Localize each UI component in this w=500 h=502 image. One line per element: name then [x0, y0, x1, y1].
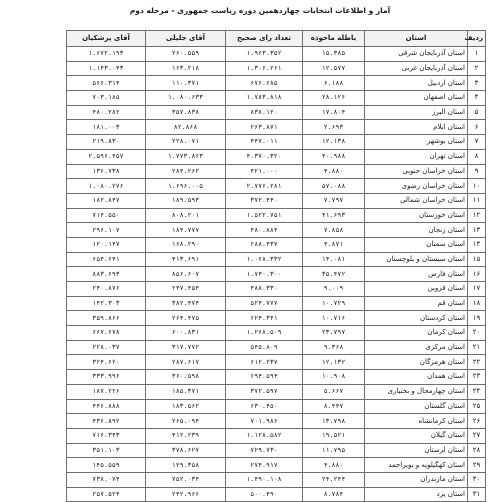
valid-votes: ۶۱۲.۲۳۷: [226, 355, 303, 370]
invalid-votes: ۵.۶۶۷: [303, 384, 365, 399]
valid-votes: ۳۷۲.۴۴۰: [226, 193, 303, 208]
table-row: [67, 164, 486, 179]
row-index: ۲۱: [468, 340, 486, 355]
jalili-votes: ۳۵۷.۸۳۸: [146, 105, 226, 120]
column-header-index: ردیف: [468, 31, 486, 47]
valid-votes: ۴.۳۷۰.۳۲۰: [226, 149, 303, 164]
row-index: ۱۱: [468, 193, 486, 208]
row-index: ۲: [468, 61, 486, 76]
invalid-votes: ۱۳.۷۹۸: [303, 414, 365, 429]
row-index: ۲۵: [468, 399, 486, 414]
row-index: ۲۶: [468, 414, 486, 429]
invalid-votes: ۱۰.۹۰۸: [303, 370, 365, 385]
invalid-votes: ۱۵.۳۸۵: [303, 47, 365, 62]
pezeshkian-votes: ۲۵۷.۵۲۴: [67, 487, 146, 502]
valid-votes: ۵۰۰.۴۹۰: [226, 487, 303, 502]
row-index: ۲۳: [468, 370, 486, 385]
pezeshkian-votes: ۷۱۴.۵۵۰: [67, 208, 146, 223]
jalili-votes: ۲۸۷.۶۱۷: [146, 355, 226, 370]
invalid-votes: ۲۴.۲۴۴: [303, 472, 365, 487]
province-name: استان ایلام: [365, 120, 468, 135]
jalili-votes: ۱۶۸.۲۹۰: [146, 237, 226, 252]
jalili-votes: ۱۲۹.۳۵۸: [146, 458, 226, 473]
pezeshkian-votes: ۸۸۳.۶۹۳: [67, 267, 146, 282]
row-index: ۲۸: [468, 443, 486, 458]
row-index: ۶: [468, 120, 486, 135]
jalili-votes: ۲۴۷.۴۵۴: [146, 282, 226, 297]
table-row: [67, 458, 486, 473]
row-index: ۲۲: [468, 355, 486, 370]
table-row: [67, 208, 486, 223]
table-row: [67, 340, 486, 355]
valid-votes: ۴۴۷.۰۱۱: [226, 135, 303, 150]
pezeshkian-votes: ۴۳۶.۸۹۲: [67, 414, 146, 429]
pezeshkian-votes: ۲.۵۹۶.۴۵۷: [67, 149, 146, 164]
pezeshkian-votes: ۲۹۶.۱۰۷: [67, 223, 146, 238]
province-name: استان تهران: [365, 149, 468, 164]
row-index: ۲۴: [468, 384, 486, 399]
province-name: استان آذربایجان غربی: [365, 61, 468, 76]
province-name: استان گلستان: [365, 399, 468, 414]
province-name: استان لرستان: [365, 443, 468, 458]
table-row: [67, 326, 486, 341]
jalili-votes: ۲۶۰.۵۵۹: [146, 47, 226, 62]
table-row: [67, 355, 486, 370]
table-row: [67, 311, 486, 326]
invalid-votes: ۱۴.۰۸۱: [303, 252, 365, 267]
table-row: [67, 135, 486, 150]
valid-votes: ۱.۱۲۸.۵۸۲: [226, 428, 303, 443]
province-name: استان زنجان: [365, 223, 468, 238]
pezeshkian-votes: ۱۴۵.۵۵۹: [67, 458, 146, 473]
results-table: [66, 30, 486, 502]
table-row: [67, 76, 486, 91]
table-row: [67, 296, 486, 311]
table-row: [67, 384, 486, 399]
table-row: [67, 399, 486, 414]
jalili-votes: ۱.۷۷۳.۸۶۳: [146, 149, 226, 164]
valid-votes: ۸۳۸.۱۲۰: [226, 105, 303, 120]
table-row: [67, 91, 486, 106]
valid-votes: ۱.۲۶۸.۵۰۹: [226, 326, 303, 341]
jalili-votes: ۲۴۲.۹۶۶: [146, 487, 226, 502]
pezeshkian-votes: ۳۵۹.۸۶۶: [67, 311, 146, 326]
table-row: [67, 370, 486, 385]
row-index: ۱۸: [468, 296, 486, 311]
invalid-votes: ۱۲.۵۷۷: [303, 61, 365, 76]
column-header-province: استان: [365, 31, 468, 47]
column-header-invalid-votes: باطله ماخوذه: [303, 31, 365, 47]
invalid-votes: ۱۰.۷۲۹: [303, 296, 365, 311]
jalili-votes: ۸۵۶.۶۰۷: [146, 267, 226, 282]
province-name: استان کردستان: [365, 311, 468, 326]
pezeshkian-votes: ۱۸۷.۲۲۶: [67, 384, 146, 399]
row-index: ۱۵: [468, 252, 486, 267]
valid-votes: ۳۷۲.۵۹۷: [226, 384, 303, 399]
jalili-votes: ۲۶۴.۴۷۵: [146, 311, 226, 326]
province-name: استان البرز: [365, 105, 468, 120]
invalid-votes: ۱۰.۷۱۶: [303, 311, 365, 326]
table-row: [67, 267, 486, 282]
pezeshkian-votes: ۷۱۶.۳۴۳: [67, 428, 146, 443]
table-row: [67, 105, 486, 120]
pezeshkian-votes: ۳۵۱.۱۰۳: [67, 443, 146, 458]
invalid-votes: ۲۳.۷۹۷: [303, 326, 365, 341]
jalili-votes: ۱۸۳.۵۶۲: [146, 399, 226, 414]
province-name: استان قم: [365, 296, 468, 311]
province-name: استان اردبیل: [365, 76, 468, 91]
pezeshkian-votes: ۵۶۶.۳۱۴: [67, 76, 146, 91]
pezeshkian-votes: ۱.۰۸۰.۲۷۶: [67, 179, 146, 194]
valid-votes: ۷۲۹.۷۳۰: [226, 443, 303, 458]
jalili-votes: ۴۱۲.۲۳۹: [146, 428, 226, 443]
jalili-votes: ۳۷۸.۶۲۷: [146, 443, 226, 458]
valid-votes: ۲۷۴.۹۱۷: [226, 458, 303, 473]
invalid-votes: ۹.۰۰۹: [303, 282, 365, 297]
pezeshkian-votes: ۳۳۳.۹۹۶: [67, 370, 146, 385]
pezeshkian-votes: ۱.۶۷۲.۱۹۳: [67, 47, 146, 62]
province-name: استان بوشهر: [365, 135, 468, 150]
table-row: [67, 149, 486, 164]
pezeshkian-votes: ۲۲۸.۰۳۷: [67, 340, 146, 355]
jalili-votes: ۱۱۰.۳۷۱: [146, 76, 226, 91]
invalid-votes: ۱۲.۱۳۲: [303, 355, 365, 370]
table-row: [67, 472, 486, 487]
row-index: ۲۷: [468, 428, 486, 443]
jalili-votes: ۷۵۲.۰۳۴: [146, 472, 226, 487]
jalili-votes: ۶۰۰.۸۳۱: [146, 326, 226, 341]
valid-votes: ۴۸۰.۸۸۴: [226, 223, 303, 238]
jalili-votes: ۲۲۸.۰۷۱: [146, 135, 226, 150]
table-row: [67, 179, 486, 194]
jalili-votes: ۳۱۷.۷۷۲: [146, 340, 226, 355]
province-name: استان مازندران: [365, 472, 468, 487]
pezeshkian-votes: ۳۲۴.۶۲۰: [67, 355, 146, 370]
row-index: ۷: [468, 135, 486, 150]
table-row: [67, 443, 486, 458]
jalili-votes: ۱۶۳.۲۱۸: [146, 61, 226, 76]
pezeshkian-votes: ۲۱۹.۸۳۰: [67, 135, 146, 150]
invalid-votes: ۶.۱۸۸: [303, 76, 365, 91]
valid-votes: ۶۳۰.۴۵۰: [226, 399, 303, 414]
invalid-votes: ۱۱.۷۹۵: [303, 443, 365, 458]
table-row: [67, 61, 486, 76]
column-header-valid-votes: تعداد رای صحیح: [226, 31, 303, 47]
row-index: ۱۳: [468, 223, 486, 238]
row-index: ۳: [468, 76, 486, 91]
invalid-votes: ۱۲.۱۳۸: [303, 135, 365, 150]
pezeshkian-votes: ۴۴۶.۸۸۸: [67, 399, 146, 414]
pezeshkian-votes: ۱۲۰.۱۴۷: [67, 237, 146, 252]
table-row: [67, 414, 486, 429]
province-name: استان کرمانشاه: [365, 414, 468, 429]
valid-votes: ۱.۳۰۶.۲۶۱: [226, 61, 303, 76]
table-row: [67, 282, 486, 297]
pezeshkian-votes: ۱۸۲.۸۴۷: [67, 193, 146, 208]
table-row: [67, 120, 486, 135]
invalid-votes: ۴.۸۸۰: [303, 458, 365, 473]
province-name: استان خراسان رضوی: [365, 179, 468, 194]
invalid-votes: ۱۹.۵۲۱: [303, 428, 365, 443]
pezeshkian-votes: ۷۳۸.۰۷۴: [67, 472, 146, 487]
valid-votes: ۶۲۴.۳۴۱: [226, 311, 303, 326]
table-row: [67, 428, 486, 443]
province-name: استان همدان: [365, 370, 468, 385]
invalid-votes: ۵۷.۰۸۸: [303, 179, 365, 194]
pezeshkian-votes: ۲۴۰.۸۷۶: [67, 282, 146, 297]
pezeshkian-votes: ۱۳۶.۷۳۸: [67, 164, 146, 179]
valid-votes: ۴۲۱.۰۰۰: [226, 164, 303, 179]
province-name: استان چهارمحال و بختیاری: [365, 384, 468, 399]
valid-votes: ۱.۵۲۲.۷۵۱: [226, 208, 303, 223]
row-index: ۳۰: [468, 472, 486, 487]
valid-votes: ۲.۷۷۶.۲۸۱: [226, 179, 303, 194]
valid-votes: ۱.۴۹۰.۱۰۸: [226, 472, 303, 487]
valid-votes: ۵۲۴.۷۷۷: [226, 296, 303, 311]
province-name: استان خراسان شمالی: [365, 193, 468, 208]
province-name: استان هرمزگان: [365, 355, 468, 370]
invalid-votes: ۴۱.۶۹۳: [303, 208, 365, 223]
jalili-votes: ۱.۰۸۰.۶۳۳: [146, 91, 226, 106]
valid-votes: ۱.۹۶۳.۳۵۲: [226, 47, 303, 62]
column-header-pezeshkian: آقای پزشکیان: [67, 31, 146, 47]
column-header-jalili: آقای جلیلی: [146, 31, 226, 47]
valid-votes: ۶۷۶.۶۸۵: [226, 76, 303, 91]
province-name: استان کهگیلویه و بویراحمد: [365, 458, 468, 473]
row-index: ۲۹: [468, 458, 486, 473]
valid-votes: ۵۴۵.۸۰۹: [226, 340, 303, 355]
invalid-votes: ۱۷.۸۰۴: [303, 105, 365, 120]
row-index: ۱: [468, 47, 486, 62]
row-index: ۱۰: [468, 179, 486, 194]
province-name: استان آذربایجان شرقی: [365, 47, 468, 62]
invalid-votes: ۴.۸۷۱: [303, 237, 365, 252]
province-name: استان خوزستان: [365, 208, 468, 223]
pezeshkian-votes: ۱۸۱.۰۰۳: [67, 120, 146, 135]
pezeshkian-votes: ۱۴۲.۳۰۳: [67, 296, 146, 311]
table-body: [67, 47, 486, 502]
pezeshkian-votes: ۱.۱۴۳.۰۴۳: [67, 61, 146, 76]
invalid-votes: ۹.۳۶۸: [303, 340, 365, 355]
valid-votes: ۱.۷۴۰.۳۰۰: [226, 267, 303, 282]
row-index: ۱۲: [468, 208, 486, 223]
row-index: ۳۱: [468, 487, 486, 502]
jalili-votes: ۱۸۴.۷۷۷: [146, 223, 226, 238]
province-name: استان اصفهان: [365, 91, 468, 106]
row-index: ۱۶: [468, 267, 486, 282]
invalid-votes: ۲۸.۱۲۶: [303, 91, 365, 106]
invalid-votes: ۷.۸۵۸: [303, 223, 365, 238]
province-name: استان قزوین: [365, 282, 468, 297]
jalili-votes: ۳۶۰.۵۹۸: [146, 370, 226, 385]
province-name: استان مرکزی: [365, 340, 468, 355]
table-header-row: [67, 31, 486, 47]
row-index: ۱۴: [468, 237, 486, 252]
pezeshkian-votes: ۷۰۳.۱۸۵: [67, 91, 146, 106]
pezeshkian-votes: ۶۵۴.۶۴۱: [67, 252, 146, 267]
province-name: استان سیستان و بلوچستان: [365, 252, 468, 267]
invalid-votes: ۷.۷۹۷: [303, 193, 365, 208]
invalid-votes: ۸.۴۴۷: [303, 399, 365, 414]
pezeshkian-votes: ۴۸۰.۲۸۲: [67, 105, 146, 120]
valid-votes: ۱.۷۸۳.۸۱۸: [226, 91, 303, 106]
invalid-votes: ۴.۸۸۰: [303, 164, 365, 179]
province-name: استان سمنان: [365, 237, 468, 252]
jalili-votes: ۲۸۴.۲۶۲: [146, 164, 226, 179]
invalid-votes: ۴۰.۹۸۸: [303, 149, 365, 164]
valid-votes: ۶۹۴.۵۹۴: [226, 370, 303, 385]
province-name: استان خراسان جنوبی: [365, 164, 468, 179]
valid-votes: ۷۰۱.۹۸۶: [226, 414, 303, 429]
table-row: [67, 193, 486, 208]
jalili-votes: ۱.۶۹۶.۰۰۵: [146, 179, 226, 194]
invalid-votes: ۸.۷۸۴: [303, 487, 365, 502]
jalili-votes: ۸۲.۸۶۸: [146, 120, 226, 135]
province-name: استان فارس: [365, 267, 468, 282]
jalili-votes: ۲۶۵.۰۹۴: [146, 414, 226, 429]
row-index: ۹: [468, 164, 486, 179]
jalili-votes: ۱۸۵.۳۷۱: [146, 384, 226, 399]
valid-votes: ۱.۰۶۸.۳۳۲: [226, 252, 303, 267]
valid-votes: ۲۸۸.۴۳۷: [226, 237, 303, 252]
table-row: [67, 487, 486, 502]
jalili-votes: ۴۱۳.۶۹۱: [146, 252, 226, 267]
table-row: [67, 237, 486, 252]
table-row: [67, 252, 486, 267]
row-index: ۸: [468, 149, 486, 164]
row-index: ۱۷: [468, 282, 486, 297]
province-name: استان کرمان: [365, 326, 468, 341]
valid-votes: ۴۸۸.۳۳۰: [226, 282, 303, 297]
row-index: ۲۰: [468, 326, 486, 341]
province-name: استان گیلان: [365, 428, 468, 443]
row-index: ۱۹: [468, 311, 486, 326]
row-index: ۴: [468, 91, 486, 106]
jalili-votes: ۱۸۹.۵۹۳: [146, 193, 226, 208]
jalili-votes: ۸۰۸.۲۰۱: [146, 208, 226, 223]
province-name: استان یزد: [365, 487, 468, 502]
table-row: [67, 223, 486, 238]
table-row: [67, 47, 486, 62]
page-title: آمار و اطلاعات انتخابات چهاردهمین دوره ریاست جمهوری - مرحله دوم: [129, 6, 391, 15]
invalid-votes: ۳۵.۴۷۲: [303, 267, 365, 282]
jalili-votes: ۳۸۲.۴۷۴: [146, 296, 226, 311]
pezeshkian-votes: ۶۶۷.۶۷۸: [67, 326, 146, 341]
valid-votes: ۲۶۳.۸۷۱: [226, 120, 303, 135]
invalid-votes: ۲.۶۹۳: [303, 120, 365, 135]
row-index: ۵: [468, 105, 486, 120]
